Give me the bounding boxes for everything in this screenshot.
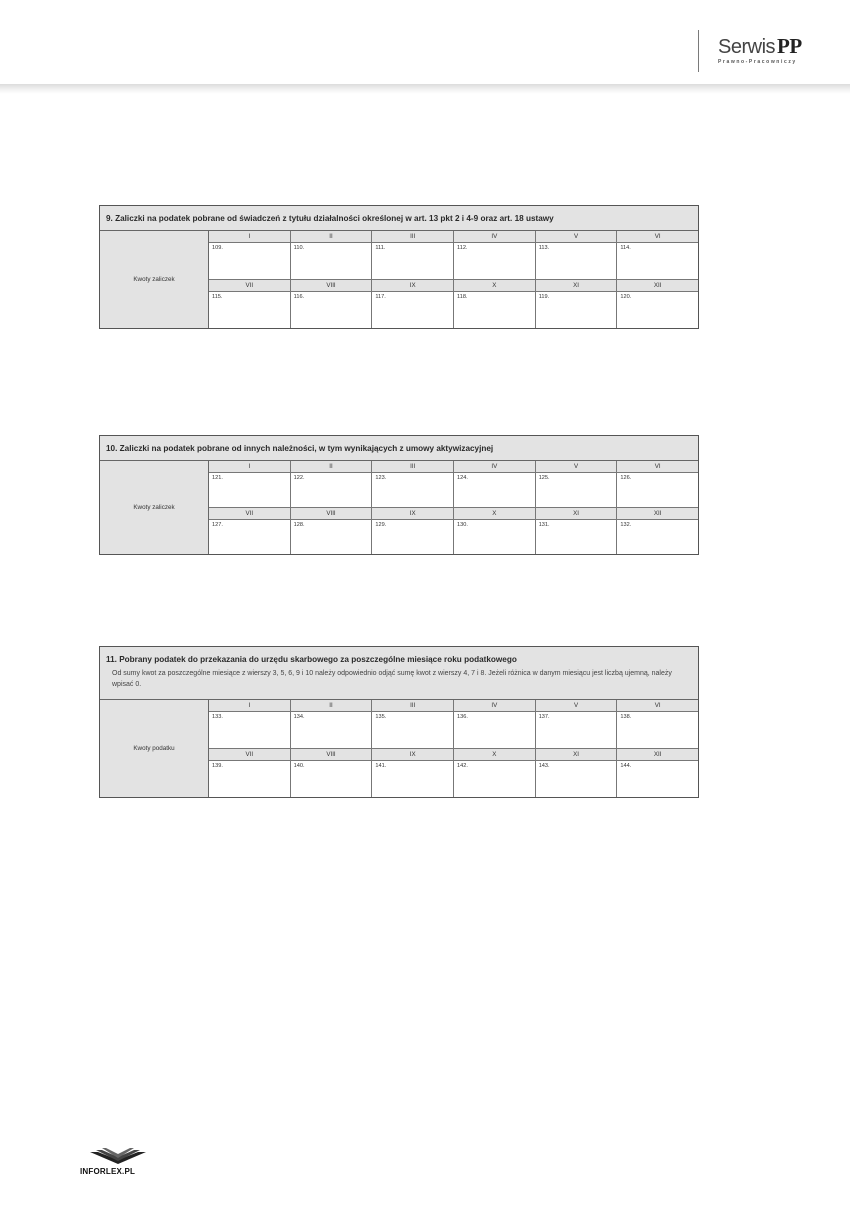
month-header: IX (372, 748, 453, 761)
amount-field[interactable]: 124. (454, 473, 535, 507)
month-header: VIII (291, 748, 372, 761)
amount-field[interactable]: 123. (372, 473, 453, 507)
months-grid (209, 700, 698, 797)
month-cell (617, 461, 698, 507)
amount-field[interactable]: 113. (536, 243, 617, 279)
amount-field[interactable]: 118. (454, 292, 535, 328)
month-header: I (209, 700, 290, 712)
month-header: III (372, 231, 453, 243)
amount-field[interactable]: 132. (617, 520, 698, 554)
row-label: Kwoty podatku (100, 700, 209, 797)
month-header: II (291, 231, 372, 243)
month-cell (291, 507, 373, 554)
month-cell (536, 507, 618, 554)
amount-field[interactable]: 115. (209, 292, 290, 328)
amount-field[interactable]: 127. (209, 520, 290, 554)
month-cell (291, 279, 373, 328)
month-header: VII (209, 507, 290, 520)
amount-field[interactable]: 139. (209, 761, 290, 797)
amount-field[interactable]: 131. (536, 520, 617, 554)
month-cell (454, 231, 536, 279)
months-grid (209, 231, 698, 328)
section-body (100, 700, 698, 797)
month-cell (617, 748, 698, 797)
section-note: Od sumy kwot za poszczególne miesiące z wierszy 3, 5, 6, 9 i 10 należy odpowiednio odjąć sumę kwot z wierszy 4, 7 i 8. Jeżeli różnica w danym miesiącu jest liczbą ujemną, należy wpisać 0. (112, 670, 672, 688)
month-header: XI (536, 279, 617, 292)
row-label: Kwoty zaliczek (100, 231, 209, 328)
month-header: IX (372, 279, 453, 292)
amount-field[interactable]: 138. (617, 712, 698, 748)
amount-field[interactable]: 143. (536, 761, 617, 797)
amount-field[interactable]: 130. (454, 520, 535, 554)
month-cell (209, 507, 291, 554)
amount-field[interactable]: 142. (454, 761, 535, 797)
footer-logo[interactable] (80, 1148, 170, 1176)
amount-field[interactable]: 141. (372, 761, 453, 797)
month-cell (209, 461, 291, 507)
month-header: I (209, 231, 290, 243)
form-section-9 (99, 205, 699, 329)
month-header: V (536, 231, 617, 243)
amount-field[interactable]: 136. (454, 712, 535, 748)
month-header: XII (617, 748, 698, 761)
month-header: XI (536, 507, 617, 520)
month-cell (291, 461, 373, 507)
month-header: VI (617, 461, 698, 473)
month-cell (536, 231, 618, 279)
amount-field[interactable]: 121. (209, 473, 290, 507)
month-cell (454, 700, 536, 748)
month-header: II (291, 700, 372, 712)
month-cell (291, 700, 373, 748)
brand-name-text: Serwis (718, 36, 776, 58)
month-header: III (372, 700, 453, 712)
section-body (100, 231, 698, 328)
month-cell (372, 461, 454, 507)
month-cell (372, 231, 454, 279)
month-header: VI (617, 231, 698, 243)
amount-field[interactable]: 133. (209, 712, 290, 748)
month-header: III (372, 461, 453, 473)
section-title: 11. Pobrany podatek do przekazania do urzędu skarbowego za poszczególne miesiące roku podatkowego (106, 655, 517, 664)
month-header: IX (372, 507, 453, 520)
month-cell (372, 700, 454, 748)
amount-field[interactable]: 135. (372, 712, 453, 748)
month-cell (536, 748, 618, 797)
amount-field[interactable]: 112. (454, 243, 535, 279)
month-cell (536, 700, 618, 748)
month-header: VII (209, 748, 290, 761)
header-shadow (0, 84, 850, 94)
month-header: VI (617, 700, 698, 712)
month-row-1 (209, 700, 698, 748)
month-header: VIII (291, 507, 372, 520)
section-title: 9. Zaliczki na podatek pobrane od świadczeń z tytułu działalności określonej w art. 13 pkt 2 i 4-9 oraz art. 18 ustawy (100, 206, 698, 231)
month-header: IV (454, 700, 535, 712)
amount-field[interactable]: 140. (291, 761, 372, 797)
month-cell (209, 748, 291, 797)
month-cell (617, 507, 698, 554)
amount-field[interactable]: 134. (291, 712, 372, 748)
amount-field[interactable]: 144. (617, 761, 698, 797)
month-row-2 (209, 279, 698, 328)
month-header: VIII (291, 279, 372, 292)
month-cell (454, 461, 536, 507)
month-cell (291, 748, 373, 797)
amount-field[interactable]: 116. (291, 292, 372, 328)
month-row-1 (209, 231, 698, 279)
month-cell (536, 461, 618, 507)
month-row-2 (209, 748, 698, 797)
brand-logo (718, 36, 802, 65)
section-body (100, 461, 698, 554)
month-cell (454, 507, 536, 554)
amount-field[interactable]: 111. (372, 243, 453, 279)
month-row-1 (209, 461, 698, 507)
amount-field[interactable]: 119. (536, 292, 617, 328)
brand-mark: PP (777, 34, 802, 58)
month-header: V (536, 461, 617, 473)
footer-logo-text: INFORLEX.PL (80, 1167, 136, 1176)
row-label: Kwoty zaliczek (100, 461, 209, 554)
month-header: IV (454, 461, 535, 473)
month-cell (209, 231, 291, 279)
month-header: IV (454, 231, 535, 243)
month-header: II (291, 461, 372, 473)
brand-subtitle: Prawno-Pracowniczy (718, 59, 797, 65)
month-header: XII (617, 507, 698, 520)
amount-field[interactable]: 125. (536, 473, 617, 507)
amount-field[interactable]: 110. (291, 243, 372, 279)
month-header: X (454, 279, 535, 292)
month-header: X (454, 507, 535, 520)
month-header: V (536, 700, 617, 712)
amount-field[interactable]: 120. (617, 292, 698, 328)
month-header: I (209, 461, 290, 473)
amount-field[interactable]: 126. (617, 473, 698, 507)
brand-name (718, 36, 802, 57)
wings-icon (88, 1148, 148, 1166)
month-cell (454, 279, 536, 328)
month-cell (372, 748, 454, 797)
amount-field[interactable]: 128. (291, 520, 372, 554)
month-cell (536, 279, 618, 328)
form-section-11 (99, 646, 699, 798)
month-cell (617, 700, 698, 748)
month-cell (617, 279, 698, 328)
amount-field[interactable]: 137. (536, 712, 617, 748)
section-header (100, 647, 698, 700)
month-cell (617, 231, 698, 279)
month-row-2 (209, 507, 698, 554)
section-title: 10. Zaliczki na podatek pobrane od innych należności, w tym wynikających z umowy aktywizacyjnej (100, 436, 698, 461)
months-grid (209, 461, 698, 554)
month-header: XII (617, 279, 698, 292)
form-section-10 (99, 435, 699, 555)
month-cell (372, 279, 454, 328)
amount-field[interactable]: 122. (291, 473, 372, 507)
month-header: X (454, 748, 535, 761)
month-cell (209, 279, 291, 328)
header-divider (698, 30, 699, 72)
amount-field[interactable]: 129. (372, 520, 453, 554)
amount-field[interactable]: 114. (617, 243, 698, 279)
month-cell (454, 748, 536, 797)
month-header: XI (536, 748, 617, 761)
month-cell (372, 507, 454, 554)
month-cell (209, 700, 291, 748)
amount-field[interactable]: 109. (209, 243, 290, 279)
month-cell (291, 231, 373, 279)
month-header: VII (209, 279, 290, 292)
amount-field[interactable]: 117. (372, 292, 453, 328)
